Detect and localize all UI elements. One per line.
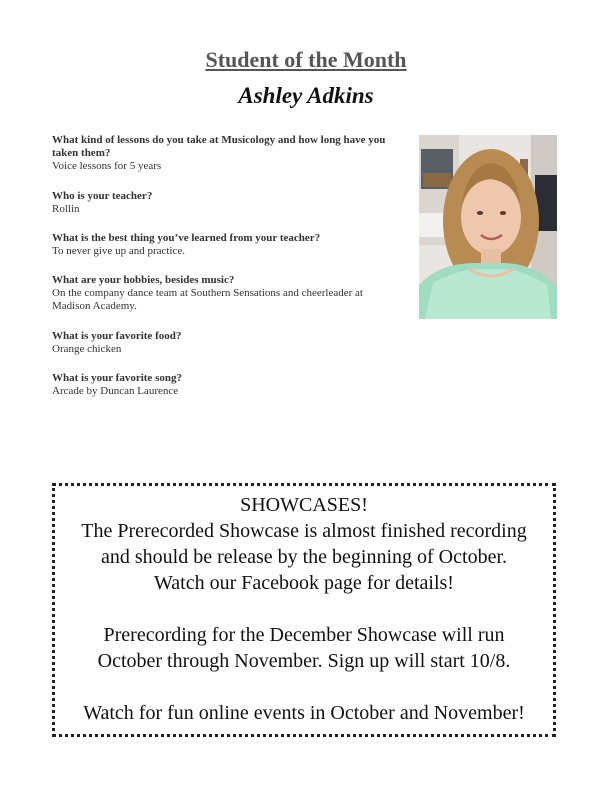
answer: Voice lessons for 5 years — [52, 160, 162, 172]
answer: Orange chicken — [52, 343, 122, 355]
qa-item-hobbies — [52, 274, 402, 313]
page-title: Student of the Month — [205, 47, 407, 72]
answer: Arcade by Duncan Laurence — [52, 385, 179, 397]
announcement-line: Prerecording for the December Showcase will run — [103, 624, 505, 646]
question: What is the best thing you’ve learned from your teacher? — [52, 232, 321, 244]
answer: On the company dance team at Southern Sensations and cheerleader at Madison Academy. — [52, 287, 363, 312]
announcement-line: Watch for fun online events in October and November! — [83, 702, 525, 724]
student-photo-illustration — [419, 135, 557, 319]
announcement-line: and should be release by the beginning of October. — [101, 546, 507, 568]
question: Who is your teacher? — [52, 190, 153, 202]
qa-item-food — [52, 330, 402, 356]
question: What is your favorite song? — [52, 372, 182, 384]
answer: Rollin — [52, 203, 80, 215]
question: What is your favorite food? — [52, 330, 182, 342]
qa-item-best-thing — [52, 232, 402, 258]
answer: To never give up and practice. — [52, 245, 186, 257]
announcement-line: The Prerecorded Showcase is almost finished recording — [81, 520, 527, 542]
question: What are your hobbies, besides music? — [52, 274, 235, 286]
question: What kind of lessons do you take at Musicology and how long have you taken them? — [52, 134, 386, 159]
qa-item-lessons — [52, 134, 402, 173]
qa-item-teacher — [52, 190, 402, 216]
announcement-heading: SHOWCASES! — [240, 494, 368, 516]
student-name: Ashley Adkins — [238, 83, 374, 108]
showcases-announcement — [52, 483, 556, 737]
announcement-line: October through November. Sign up will start 10/8. — [97, 650, 511, 672]
qa-item-song — [52, 372, 402, 398]
student-photo — [419, 135, 557, 319]
announcement-line: Watch our Facebook page for details! — [154, 572, 454, 594]
